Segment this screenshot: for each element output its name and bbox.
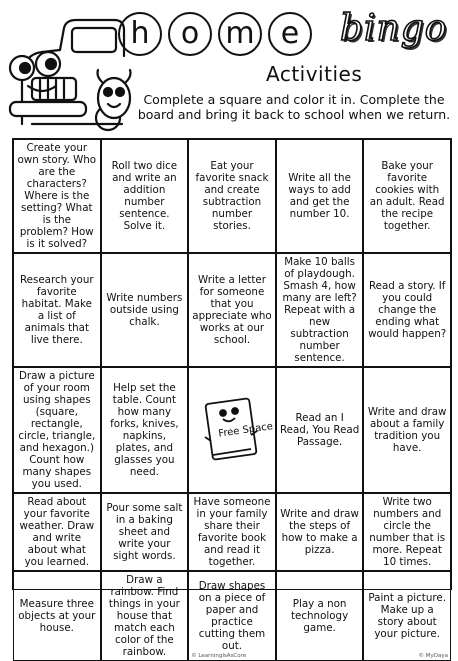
bingo-cell[interactable] [188,139,276,253]
bingo-cell[interactable] [101,571,189,661]
book-character-icon [201,397,274,463]
bingo-grid [12,138,452,659]
credit-left: © LearningIsAsCore [191,653,247,659]
cell-text: Paint a picture. Make up a story about your picture. [368,592,446,640]
bingo-cell[interactable] [276,139,364,253]
cell-text: Create your own story. Who are the characters? Where is the setting? What is the problem? How is it solved? [17,142,97,250]
free-space-cell[interactable] [188,367,276,493]
title-letter-o: o [168,12,212,56]
bingo-cell[interactable] [188,493,276,571]
header [0,0,458,135]
cell-text: Play a non technology game. [291,598,349,634]
cell-text: Write all the ways to add and get the number 10. [288,172,351,220]
title-bingo: bingo [340,8,448,49]
cell-text: Roll two dice and write an addition number sentence. Solve it. [111,160,178,232]
cell-text: Bake your favorite cookies with an adult. Read the recipe together. [369,160,445,232]
title-letter-m: m [218,12,262,56]
cell-text: Write a letter for someone that you appreciate who works at our school. [192,274,272,346]
credit-right: © MyDaya [418,653,448,659]
bingo-cell[interactable] [276,367,364,493]
bingo-cell[interactable] [101,139,189,253]
cell-text: Draw a picture of your room using shapes (square, rectangle, circle, triangle, and hexagon.) Count how many shapes you used. [18,370,96,490]
cell-text: Research your favorite habitat. Make a list of animals that live there. [19,274,94,346]
bingo-cell[interactable] [276,253,364,367]
cell-text: Write numbers outside using chalk. [106,292,183,328]
bingo-cell[interactable] [363,571,451,661]
bingo-cell[interactable] [101,367,189,493]
cell-text: Read an I Read, You Read Passage. [279,412,360,448]
bingo-cell[interactable] [101,253,189,367]
bingo-cell[interactable] [363,253,451,367]
instructions: Complete a square and color it in. Complete the board and bring it back to school when we return. [137,92,451,122]
bingo-cell[interactable] [13,139,101,253]
bingo-cell[interactable] [363,139,451,253]
cell-text: Draw shapes on a piece of paper and practice cutting them out. [198,580,266,652]
cell-text: Read about your favorite weather. Draw and write about what you learned. [19,496,95,568]
cell-text: Eat your favorite snack and create subtraction number stories. [195,160,269,232]
bingo-cell[interactable] [13,253,101,367]
cell-text: Write and draw the steps of how to make a pizza. [280,508,359,556]
free-label: Free Space [217,421,274,440]
cell-text: Read a story. If you could change the ending what would happen? [368,280,447,340]
cell-text: Make 10 balls of playdough. Smash 4, how many are left? Repeat with a new subtraction number sentence. [282,256,357,364]
subtitle: Activities [266,62,363,86]
bingo-cell[interactable] [188,253,276,367]
cell-text: Measure three objects at your house. [18,598,96,634]
cell-text: Have someone in your family share their favorite book and read it together. [193,496,271,568]
bingo-cell[interactable] [363,493,451,571]
title-letter-e: e [268,12,312,56]
cell-text: Help set the table. Count how many forks, knives, napkins, plates, and glasses you need. [110,382,179,478]
bingo-cell[interactable] [101,493,189,571]
cell-text: Write two numbers and circle the number that is more. Repeat 10 times. [369,496,446,568]
bingo-cell[interactable] [13,571,101,661]
cell-text: Draw a rainbow. Find things in your house that match each color of the rainbow. [108,574,180,658]
bingo-cell[interactable] [276,571,364,661]
title-letter-h: h [118,12,162,56]
cell-text: Write and draw about a family tradition you have. [367,406,447,454]
bingo-cell[interactable] [363,367,451,493]
bingo-cell[interactable] [188,571,276,661]
bingo-cell[interactable] [276,493,364,571]
title [118,8,454,60]
cell-text: Pour some salt in a baking sheet and write your sight words. [106,502,183,562]
bingo-cell[interactable] [13,493,101,571]
bingo-cell[interactable] [13,367,101,493]
